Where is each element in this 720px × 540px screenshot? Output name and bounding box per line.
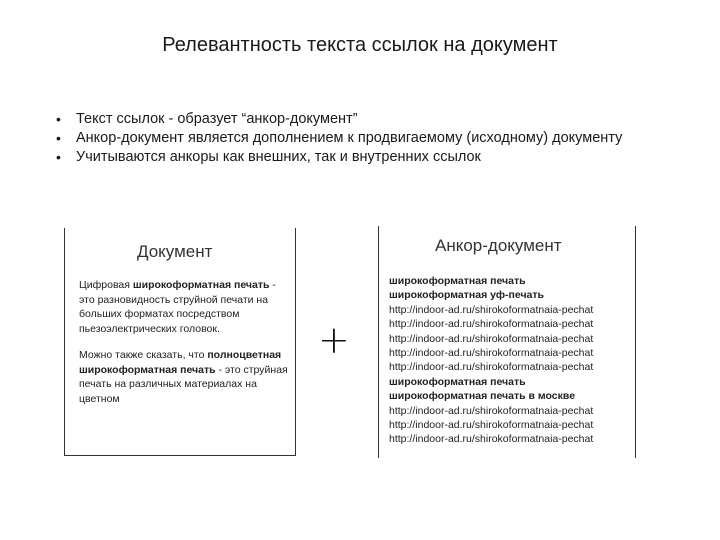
anchor-line: http://indoor-ad.ru/shirokoformatnaia-pechat xyxy=(389,419,594,432)
bullet-dot-icon: • xyxy=(56,149,61,165)
document-text: Цифровая xyxy=(79,279,133,291)
anchor-document-heading: Анкор-документ xyxy=(435,236,562,255)
anchor-line: http://indoor-ad.ru/shirokoformatnaia-pechat xyxy=(389,347,594,360)
bullet-item xyxy=(52,110,652,129)
bullet-text: Учитываются анкоры как внешних, так и внутренних ссылок xyxy=(76,149,481,165)
bullet-text: Анкор-документ является дополнением к продвигаемому (исходному) документу xyxy=(76,130,623,146)
anchor-document-figure xyxy=(378,226,636,458)
document-figure xyxy=(64,228,296,456)
document-paragraph xyxy=(79,278,289,336)
anchor-line: http://indoor-ad.ru/shirokoformatnaia-pechat xyxy=(389,318,594,331)
anchor-line: широкоформатная уф-печать xyxy=(389,289,544,302)
document-keyword: широкоформатная печать xyxy=(132,279,270,291)
anchor-line: http://indoor-ad.ru/shirokoformatnaia-pechat xyxy=(389,404,594,417)
anchor-line: http://indoor-ad.ru/shirokoformatnaia-pechat xyxy=(389,303,594,316)
anchor-line: широкоформатная печать xyxy=(389,375,526,388)
anchor-line: широкоформатная печать xyxy=(389,275,526,287)
document-text: Можно также сказать, что xyxy=(79,349,208,361)
slide-title: Релевантность текста ссылок на документ xyxy=(162,34,558,56)
document-text: - это разновидность струйной печати на больших форматах посредством пьезоэлектрических головок. xyxy=(79,279,276,335)
anchor-line: широкоформатная печать в москве xyxy=(389,390,576,403)
anchor-line: http://indoor-ad.ru/shirokoformatnaia-pechat xyxy=(389,332,594,345)
bullet-text: Текст ссылок - образует “анкор-документ” xyxy=(76,111,358,127)
anchor-line: http://indoor-ad.ru/shirokoformatnaia-pechat xyxy=(389,361,594,374)
document-text: - это струйная печать на различных материалах на цветном xyxy=(79,363,288,405)
plus-icon: + xyxy=(318,318,350,362)
bullet-list xyxy=(52,110,652,167)
bullet-item xyxy=(52,129,652,148)
anchor-line-list xyxy=(389,274,629,447)
document-keyword: полноцветная широкоформатная печать xyxy=(79,349,282,376)
document-paragraph xyxy=(79,348,289,406)
bullet-dot-icon: • xyxy=(56,130,61,146)
document-heading: Документ xyxy=(137,242,213,261)
bullet-item xyxy=(52,148,652,167)
bullet-dot-icon: • xyxy=(56,111,61,127)
anchor-line: http://indoor-ad.ru/shirokoformatnaia-pechat xyxy=(389,433,594,446)
